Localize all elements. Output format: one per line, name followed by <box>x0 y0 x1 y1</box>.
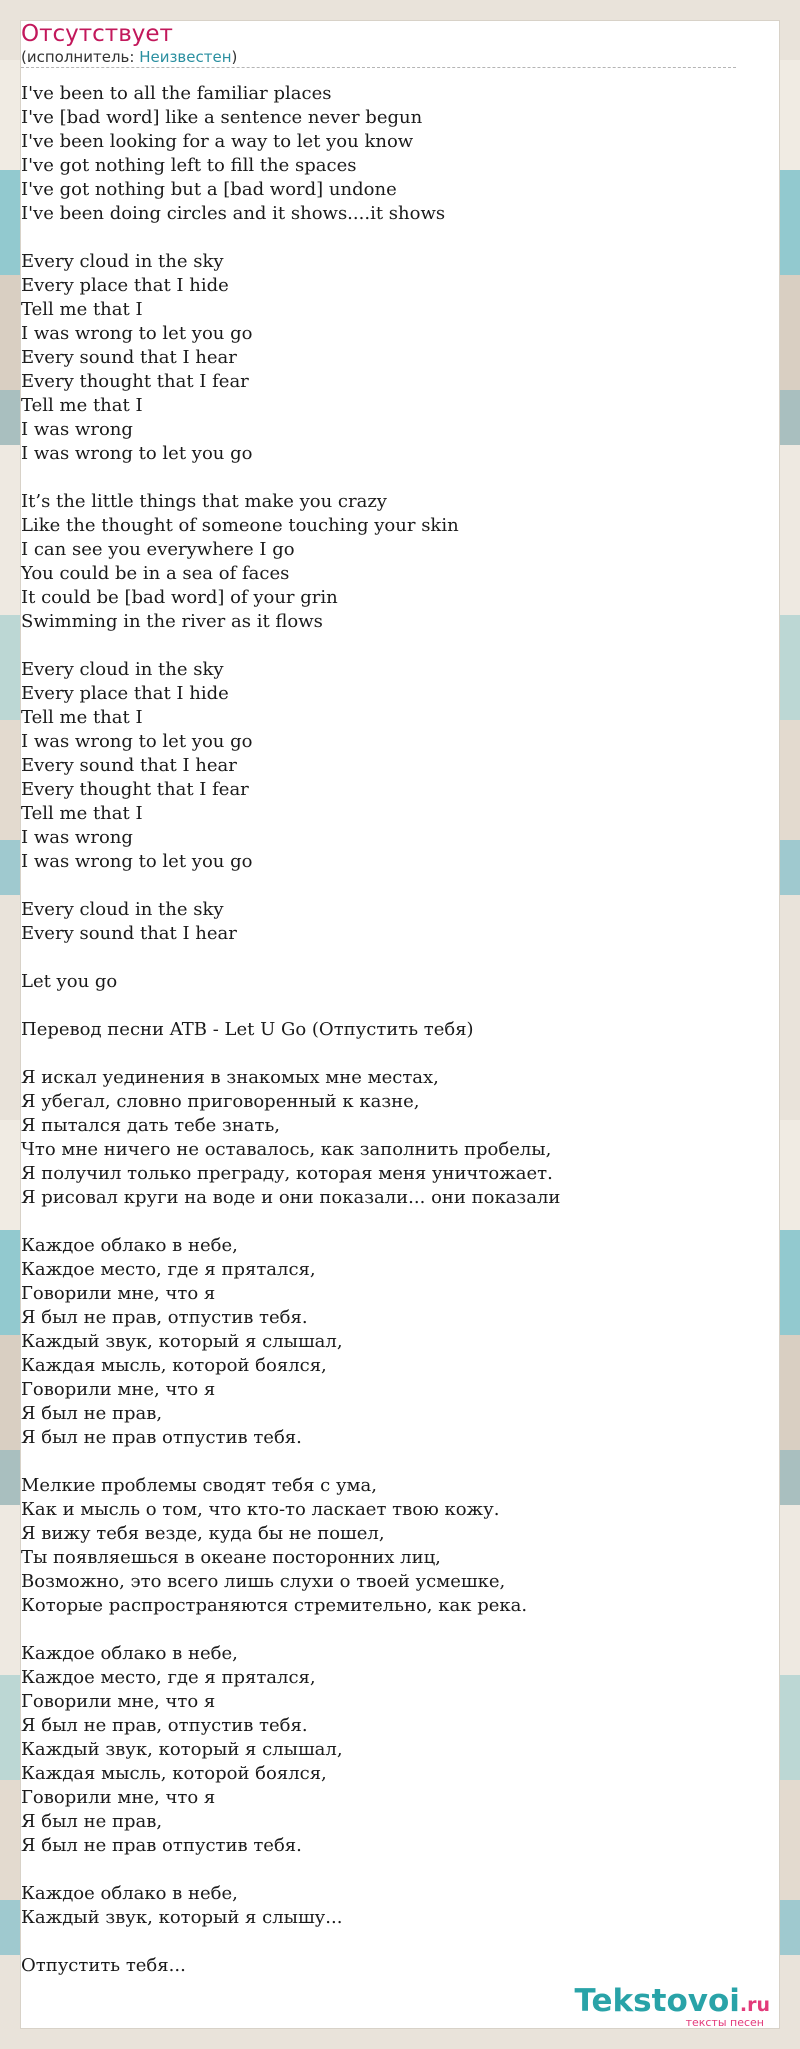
artist-link[interactable]: Неизвестен <box>139 48 232 66</box>
artist-prefix: (исполнитель: <box>21 48 140 66</box>
artist-suffix: ) <box>231 48 238 66</box>
logo-main-text: Tekstovoi <box>574 1983 740 2019</box>
logo-tld-text: .ru <box>739 1994 770 2016</box>
lyrics-text: I've been to all the familiar places I've [bad word] like a sentence never begun I've been looking for a way to let you know I've got nothing left to fill the spaces I've got nothing but a [bad word] undone I've been doing circles and it shows....it shows Every cloud in the sky Every place that I hide Tell me that I I was wrong to let you go Every sound that I hear Every thought that I fear Tell me that I I was wrong I was wrong to let you go It’s the little things that make you crazy Like the thought of someone touching your skin I can see you everywhere I go You could be in a sea of faces It could be [bad word] of your grin Swimming in the river as it flows Every cloud in the sky Every place that I hide Tell me that I I was wrong to let you go Every sound that I hear Every thought that I fear Tell me that I I was wrong I was wrong to let you go Every cloud in the sky Every sound that I hear Let you go Перевод песни ATB - Let U Go (Отпустить тебя) Я искал уединения в знакомых мне местах, Я убегал, словно приговоренный к казне, Я пытался дать тебе знать, Что мне ничего не оставалось, как заполнить пробелы, Я получил только преграду, которая меня уничтожает. Я рисовал круги на воде и они показали... они показали Каждое облако в небе, Каждое место, где я прятался, Говорили мне, что я Я был не прав, отпустив тебя. Каждый звук, который я слышал, Каждая мысль, которой боялся, Говорили мне, что я Я был не прав, Я был не прав отпустив тебя. Мелкие проблемы сводят тебя с ума, Как и мысль о том, что кто-то ласкает твою кожу. Я вижу тебя везде, куда бы не пошел, Ты появляешься в океане посторонних лиц, Возможно, это всего лишь слухи о твоей усмешке, Которые распространяются стремительно, как река. Каждое облако в небе, Каждое место, где я прятался, Говорили мне, что я Я был не прав, отпустив тебя. Каждый звук, который я слышал, Каждая мысль, которой боялся, Говорили мне, что я Я был не прав, Я был не прав отпустив тебя. Каждое облако в небе, Каждый звук, который я слышу... Отпустить тебя... <box>21 83 561 1976</box>
site-logo[interactable] <box>575 1985 771 2029</box>
logo-tagline: тексты песен <box>685 2016 764 2029</box>
artist-line <box>21 48 736 68</box>
song-title: Отсутствует <box>21 21 173 47</box>
song-header <box>21 20 736 68</box>
